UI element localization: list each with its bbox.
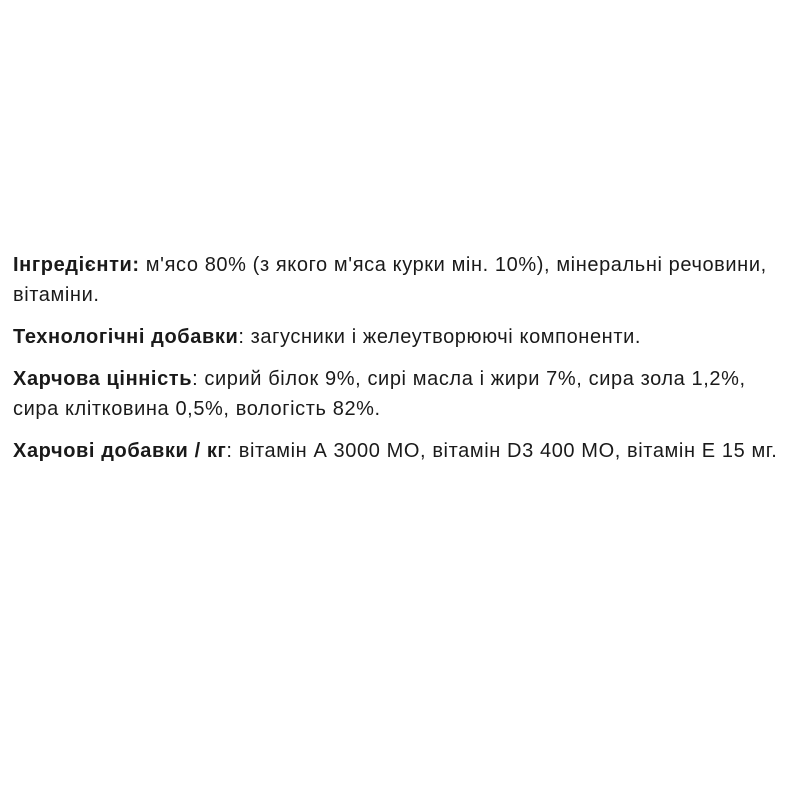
technological-additives-label: Технологічні добавки [13, 326, 239, 348]
nutritional-value-label: Харчова цінність [13, 368, 193, 390]
technological-additives-text: : загусники і желеутворюючі компоненти. [238, 326, 642, 348]
nutritional-additives-label: Харчові добавки / кг [13, 440, 227, 462]
nutritional-value-paragraph [13, 364, 793, 424]
technological-additives-paragraph [13, 322, 793, 352]
nutritional-additives-text: : вітамін А 3000 МО, вітамін D3 400 МО, вітамін Е 15 мг. [226, 440, 778, 462]
nutritional-value-text: : сирий білок 9%, сирі масла і жири 7%, сира зола 1,2%, сира клітковина 0,5%, вологість 82%. [13, 368, 746, 420]
product-composition-text [13, 250, 793, 478]
ingredients-label: Інгредієнти: [13, 254, 140, 276]
nutritional-additives-paragraph [13, 436, 793, 466]
ingredients-paragraph [13, 250, 793, 310]
ingredients-text: м'ясо 80% (з якого м'яса курки мін. 10%), мінеральні речовини, вітаміни. [13, 254, 767, 306]
